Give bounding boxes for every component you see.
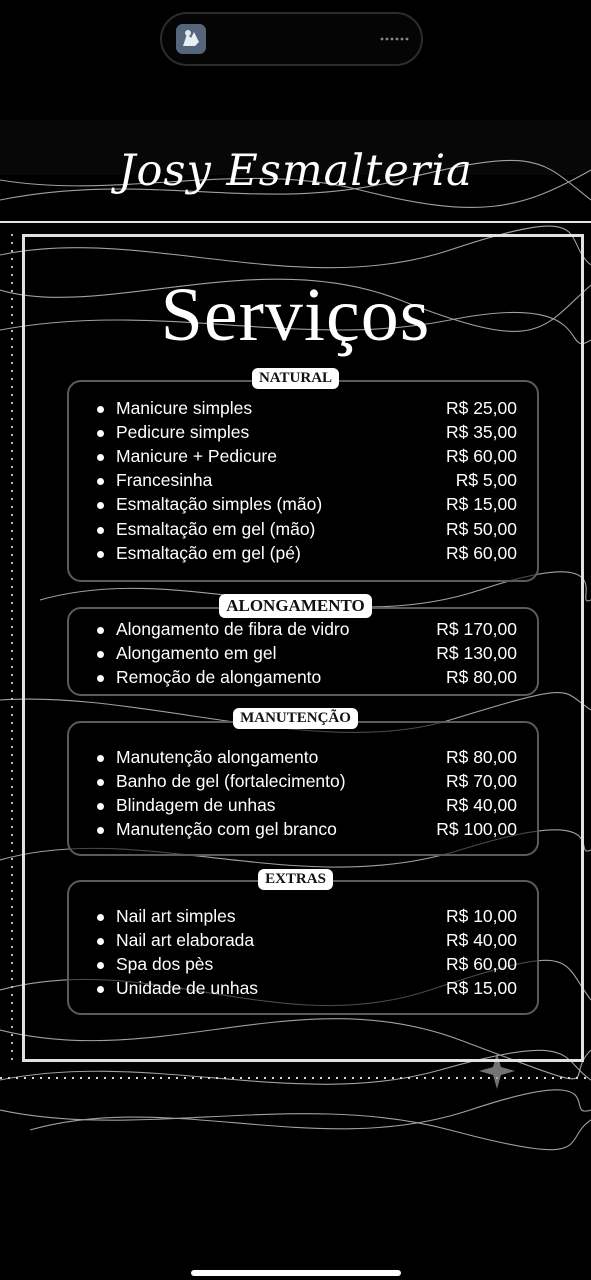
service-name: Alongamento de fibra de vidro	[116, 619, 350, 639]
service-name: Manutenção alongamento	[116, 747, 319, 767]
bullet-icon	[97, 430, 104, 437]
service-price: R$ 35,00	[445, 422, 517, 443]
bullet-icon	[97, 502, 104, 509]
service-row	[97, 519, 517, 543]
service-name: Pedicure simples	[116, 422, 250, 443]
service-row	[97, 747, 517, 771]
service-price: R$ 60,00	[445, 446, 517, 467]
bullet-icon	[97, 454, 104, 461]
service-row	[97, 930, 517, 954]
service-row	[97, 667, 517, 691]
service-name: Remoção de alongamento	[116, 667, 322, 688]
service-price: R$ 100,00	[436, 819, 517, 840]
section-label-text: MANUTENÇÃO	[233, 708, 358, 729]
service-price: R$ 25,00	[445, 398, 517, 418]
home-indicator[interactable]	[191, 1270, 401, 1276]
service-row	[97, 643, 517, 667]
bullet-icon	[97, 651, 104, 658]
service-row	[97, 819, 517, 843]
service-row	[97, 978, 517, 1002]
section-label-text: EXTRAS	[258, 869, 333, 890]
service-row	[97, 619, 517, 643]
service-name: Esmaltação em gel (pé)	[116, 542, 301, 563]
service-price: R$ 60,00	[445, 954, 517, 975]
section-label	[0, 708, 591, 729]
service-name: Blindagem de unhas	[116, 795, 276, 816]
bullet-icon	[97, 962, 104, 969]
service-name: Nail art elaborada	[116, 930, 255, 951]
bullet-icon	[97, 675, 104, 682]
service-name: Alongamento em gel	[116, 643, 277, 664]
service-row	[97, 954, 517, 978]
service-name: Spa dos pès	[116, 954, 214, 975]
service-name: Esmaltação em gel (mão)	[116, 518, 316, 539]
service-price: R$ 40,00	[445, 930, 517, 951]
service-name: Manicure + Pedicure	[116, 446, 277, 467]
service-row	[97, 470, 517, 494]
dots-icon	[380, 36, 412, 42]
bullet-icon	[97, 627, 104, 634]
service-row	[97, 771, 517, 795]
service-name: Unidade de unhas	[116, 978, 259, 999]
service-row	[97, 422, 517, 446]
service-name: Manicure simples	[116, 398, 253, 418]
service-price: R$ 15,00	[445, 494, 517, 515]
bullet-icon	[97, 478, 104, 485]
page-title: Serviços	[160, 273, 431, 357]
bullet-icon	[97, 914, 104, 921]
service-row	[97, 446, 517, 470]
service-price: R$ 70,00	[445, 771, 517, 792]
service-price: R$ 60,00	[445, 542, 517, 563]
bullet-icon	[97, 779, 104, 786]
service-row	[97, 906, 517, 930]
section-label	[0, 869, 591, 890]
service-price: R$ 5,00	[455, 470, 517, 491]
service-row	[97, 398, 517, 422]
service-row	[97, 494, 517, 518]
service-name: Banho de gel (fortalecimento)	[116, 771, 346, 792]
service-row	[97, 795, 517, 819]
service-price: R$ 50,00	[445, 518, 517, 539]
service-price: R$ 80,00	[445, 667, 517, 688]
bullet-icon	[97, 755, 104, 762]
service-name: Nail art simples	[116, 906, 236, 926]
bullet-icon	[97, 827, 104, 834]
bullet-icon	[97, 986, 104, 993]
bullet-icon	[97, 406, 104, 413]
section-label	[0, 594, 591, 618]
app-thumbnail-icon[interactable]	[176, 24, 206, 54]
bullet-icon	[97, 938, 104, 945]
service-name: Francesinha	[116, 470, 213, 491]
service-price: R$ 170,00	[436, 619, 517, 639]
bullet-icon	[97, 527, 104, 534]
section-label-text: ALONGAMENTO	[219, 594, 372, 618]
service-price: R$ 80,00	[445, 747, 517, 767]
service-name: Manutenção com gel branco	[116, 819, 337, 840]
section-label	[0, 368, 591, 389]
service-row	[97, 543, 517, 567]
bullet-icon	[97, 803, 104, 810]
bullet-icon	[97, 551, 104, 558]
service-price: R$ 40,00	[445, 795, 517, 816]
brand-title: Josy Esmalteria	[118, 146, 473, 196]
service-name: Esmaltação simples (mão)	[116, 494, 323, 515]
status-pill[interactable]	[160, 12, 423, 66]
service-price: R$ 130,00	[436, 643, 517, 664]
service-price: R$ 15,00	[445, 978, 517, 999]
service-price: R$ 10,00	[445, 906, 517, 926]
section-label-text: NATURAL	[252, 368, 339, 389]
